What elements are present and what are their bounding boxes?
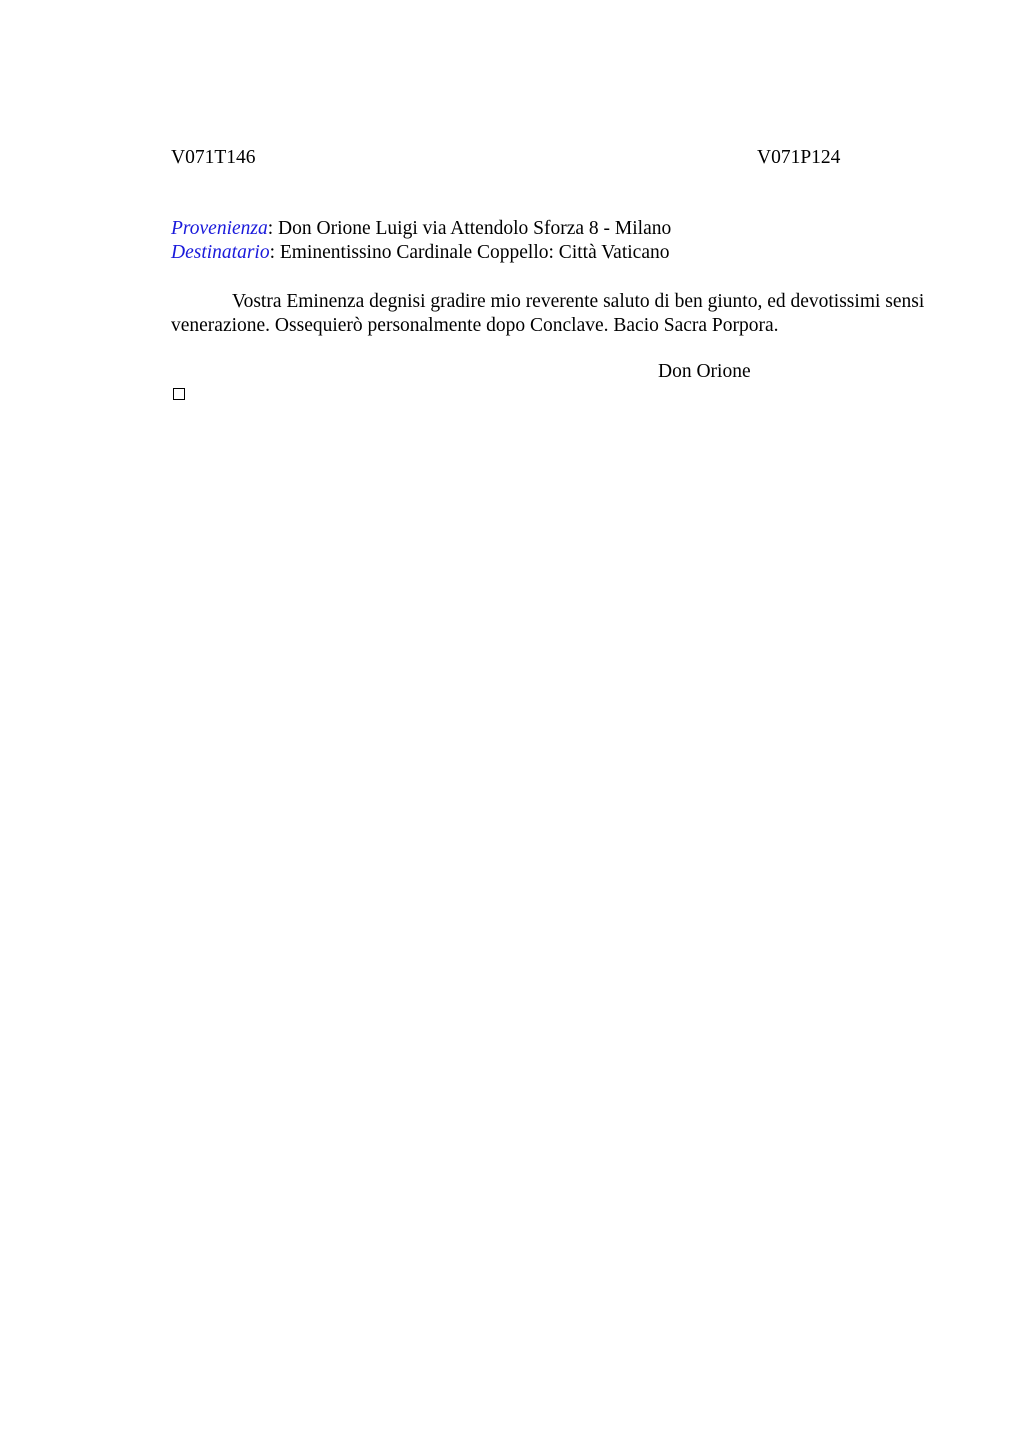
destinatario-label: Destinatario	[171, 242, 270, 263]
signature: Don Orione	[658, 361, 751, 382]
provenienza-label: Provenienza	[171, 218, 268, 239]
destinatario-line	[171, 242, 669, 264]
destinatario-value: : Eminentissino Cardinale Coppello: Città Vaticano	[269, 242, 670, 263]
provenienza-value: : Don Orione Luigi via Attendolo Sforza 8 - Milano	[267, 218, 672, 239]
square-outline-icon	[173, 388, 185, 400]
document-code-left: V071T146	[171, 147, 256, 168]
letter-body: Vostra Eminenza degnisi gradire mio reverente saluto di ben giunto, ed devotissimi sensi venerazione. Ossequierò personalmente dopo Conclave. Bacio Sacra Porpora.	[171, 291, 925, 336]
document-code-right: V071P124	[757, 147, 841, 168]
provenienza-line	[171, 218, 671, 240]
